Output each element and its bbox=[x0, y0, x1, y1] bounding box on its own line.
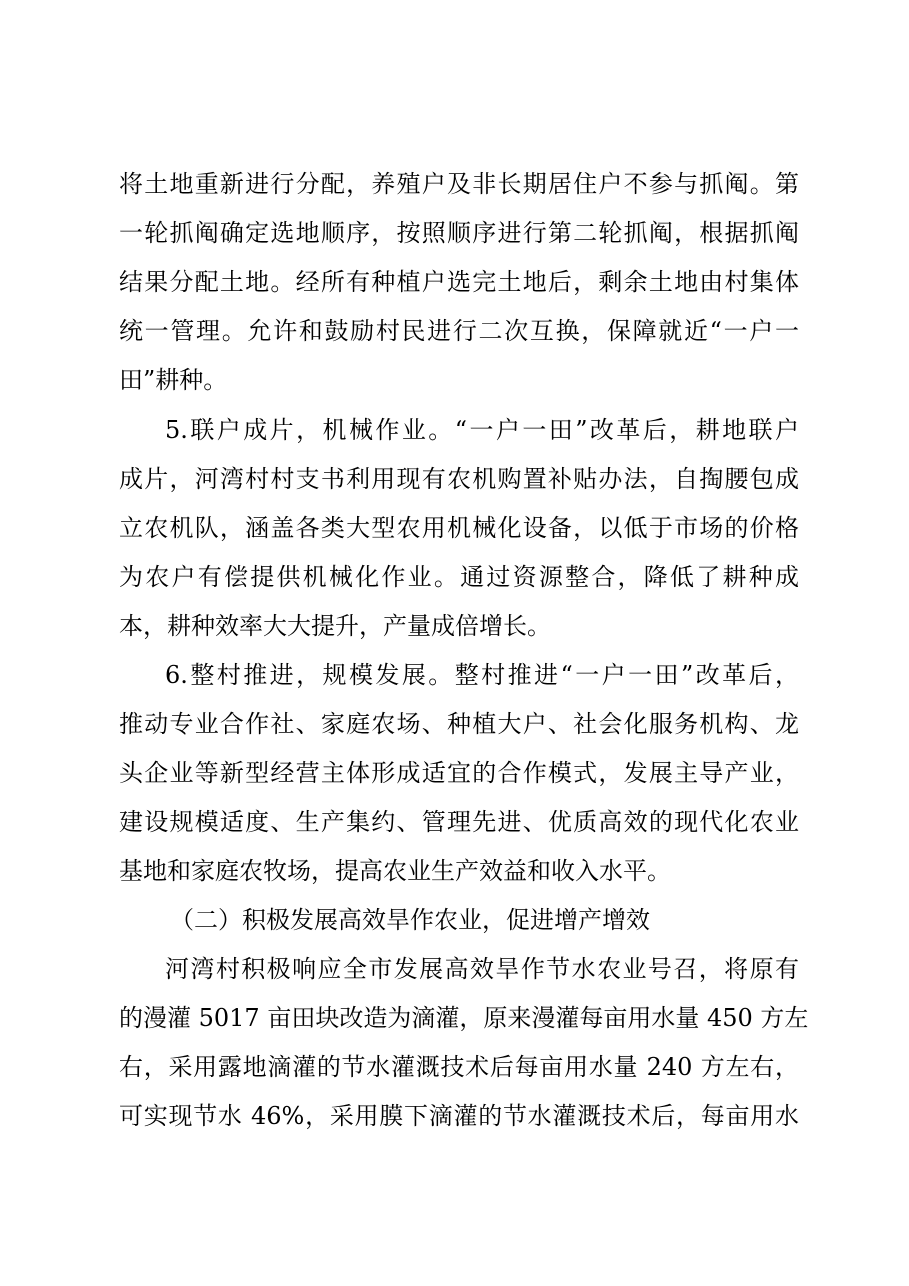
paragraph-line: 一轮抓阄确定选地顺序，按照顺序进行第二轮抓阄，根据抓阄 bbox=[119, 219, 799, 247]
paragraph-line: 本，耕种效率大大提升，产量成倍增长。 bbox=[119, 612, 551, 640]
subsection-heading: （二）积极发展高效旱作农业，促进增产增效 bbox=[170, 906, 650, 934]
paragraph-line: 推动专业合作社、家庭农场、种植大户、社会化服务机构、龙 bbox=[119, 710, 799, 738]
paragraph-line: 立农机队，涵盖各类大型农用机械化设备，以低于市场的价格 bbox=[119, 514, 799, 542]
paragraph-line: 头企业等新型经营主体形成适宜的合作模式，发展主导产业， bbox=[119, 759, 799, 787]
paragraph-line: 结果分配土地。经所有种植户选完土地后，剩余土地由村集体 bbox=[119, 268, 799, 296]
paragraph-line: 河湾村积极响应全市发展高效旱作节水农业号召，将原有 bbox=[165, 955, 799, 983]
paragraph-line: 基地和家庭农牧场，提高农业生产效益和收入水平。 bbox=[119, 857, 671, 885]
paragraph-line: 右，采用露地滴灌的节水灌溉技术后每亩用水量 240 方左右， bbox=[119, 1053, 799, 1081]
paragraph-line: 为农户有偿提供机械化作业。通过资源整合，降低了耕种成 bbox=[119, 563, 799, 591]
section-heading-6: 6.整村推进，规模发展。整村推进“一户一田”改革后， bbox=[165, 661, 799, 689]
paragraph-line: 田”耕种。 bbox=[119, 366, 228, 394]
paragraph-line: 将土地重新进行分配，养殖户及非长期居住户不参与抓阄。第 bbox=[119, 170, 799, 198]
section-heading-5: 5.联户成片，机械作业。“一户一田”改革后，耕地联户 bbox=[165, 416, 799, 444]
paragraph-line: 统一管理。允许和鼓励村民进行二次互换，保障就近“一户一 bbox=[119, 317, 799, 345]
paragraph-line: 成片，河湾村村支书利用现有农机购置补贴办法，自掏腰包成 bbox=[119, 465, 799, 493]
paragraph-line: 可实现节水 46%，采用膜下滴灌的节水灌溉技术后，每亩用水 bbox=[119, 1102, 799, 1130]
paragraph-line: 的漫灌 5017 亩田块改造为滴灌，原来漫灌每亩用水量 450 方左 bbox=[119, 1004, 809, 1032]
paragraph-line: 建设规模适度、生产集约、管理先进、优质高效的现代化农业 bbox=[119, 808, 799, 836]
